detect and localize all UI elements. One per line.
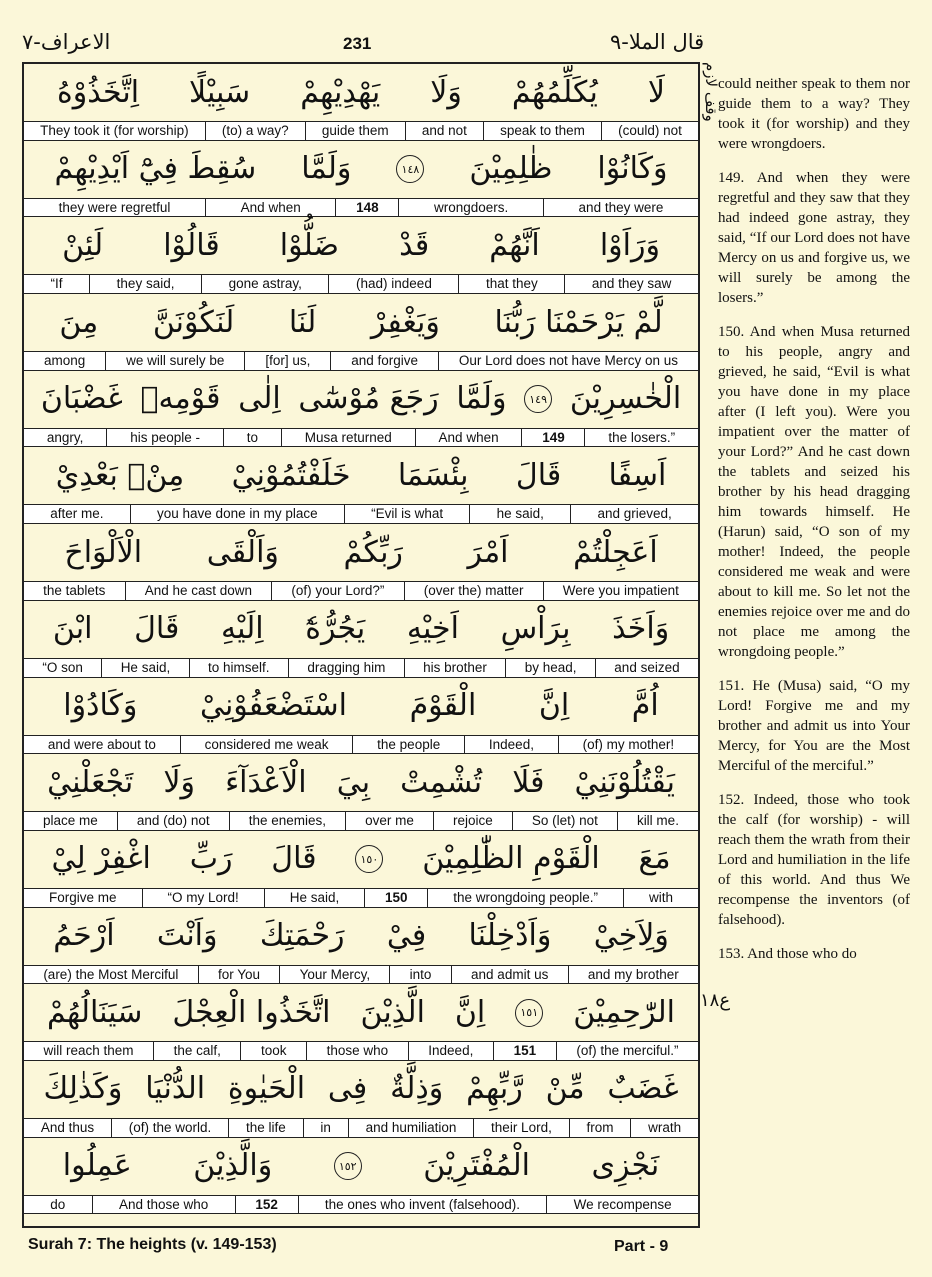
verse-number-marker: ١٤٩ xyxy=(524,385,552,413)
english-gloss-line xyxy=(24,198,698,218)
gloss-cell: (of) the merciful.” xyxy=(556,1042,698,1060)
arabic-word: اسْتَضْعَفُوْنِيْ xyxy=(199,688,347,723)
arabic-word: وَيَغْفِرْ xyxy=(370,304,440,340)
arabic-word: مِنَ xyxy=(59,304,99,340)
gloss-cell: to himself. xyxy=(189,659,288,677)
arabic-word: وَاَلْقَى xyxy=(206,534,279,570)
ruku-mark: ع١٨ xyxy=(700,990,731,1011)
english-gloss-line xyxy=(24,274,698,294)
verse-number: 148 xyxy=(335,199,398,217)
arabic-word: وَرَاَوْا xyxy=(599,227,660,263)
gloss-cell: and not xyxy=(405,122,483,140)
english-gloss-line xyxy=(24,351,698,371)
gloss-cell: and they were xyxy=(543,199,698,217)
gloss-cell: and they saw xyxy=(564,275,698,293)
gloss-cell: we will surely be xyxy=(105,352,244,370)
arabic-word: نَجْزِى xyxy=(591,1148,660,1184)
gloss-cell: they said, xyxy=(89,275,201,293)
arabic-word: خَلَفْتُمُوْنِيْ xyxy=(231,457,351,493)
arabic-word: رَّبِّهِمْ xyxy=(466,1071,523,1107)
gloss-cell: and forgive xyxy=(330,352,438,370)
gloss-cell: their Lord, xyxy=(473,1119,568,1137)
gloss-cell: they were regretful xyxy=(58,199,171,215)
arabic-word: رَحْمَتِكَ xyxy=(259,918,345,954)
gloss-cell: in xyxy=(303,1119,348,1137)
gloss-cell: [for] us, xyxy=(244,352,330,370)
gloss-cell: dragging him xyxy=(288,659,404,677)
gloss-cell: (are) the Most Merciful xyxy=(43,966,179,982)
english-gloss-line xyxy=(24,735,698,755)
arabic-word: الَّذِيْنَ xyxy=(360,994,425,1030)
arabic-word: لَا xyxy=(647,74,665,110)
arabic-word: يَجُرُّهٗٓ xyxy=(305,611,366,647)
gloss-cell: And those who xyxy=(92,1196,235,1214)
arabic-word: الدُّنْيَا xyxy=(145,1071,206,1107)
gloss-cell: Indeed, xyxy=(408,1042,493,1060)
english-gloss-line xyxy=(24,888,698,908)
gloss-cell: Musa returned xyxy=(281,429,415,447)
arabic-line xyxy=(24,294,698,351)
gloss-cell: (of) your Lord?” xyxy=(271,582,403,600)
arabic-line xyxy=(24,64,698,121)
gloss-cell: And thus xyxy=(40,1119,95,1135)
verse-number-marker: ١٤٨ xyxy=(396,155,424,183)
arabic-word: اِنَّ xyxy=(538,688,570,723)
gloss-cell: that they xyxy=(458,275,564,293)
arabic-word: اتَّخَذُوا الْعِجْلَ xyxy=(172,994,331,1030)
arabic-word: سَيَنَالُهُمْ xyxy=(47,994,143,1030)
gloss-cell: into xyxy=(389,966,450,984)
arabic-word: الرّٰحِمِيْنَ xyxy=(573,994,676,1030)
arabic-word: وَكَانُوْا xyxy=(597,151,668,187)
gloss-cell: (could) not xyxy=(601,122,698,140)
arabic-word: وَاَدْخِلْنَا xyxy=(468,918,552,954)
translation-paragraph: 153. And those who do xyxy=(718,946,857,962)
footer-part: Part - 9 xyxy=(614,1238,669,1255)
gloss-cell: the losers.” xyxy=(584,429,698,447)
arabic-word: سَبِيْلًا xyxy=(189,74,251,110)
gloss-cell: “O son xyxy=(42,659,83,675)
gloss-cell: he said, xyxy=(469,505,570,523)
gloss-cell: rejoice xyxy=(433,812,512,830)
arabic-word: مِنْۢ بَعْدِيْ xyxy=(55,457,185,493)
arabic-word: قَالُوْا xyxy=(163,227,220,263)
english-gloss-line xyxy=(24,504,698,524)
translation-column xyxy=(718,74,910,964)
gloss-cell: considered me weak xyxy=(180,736,353,754)
verse-number-marker: ١٥١ xyxy=(515,999,543,1027)
arabic-word: رَجَعَ مُوْسٰٓى xyxy=(298,381,439,417)
gloss-cell: wrongdoers. xyxy=(398,199,543,217)
arabic-line xyxy=(24,447,698,504)
arabic-word: قَالَ xyxy=(515,457,562,493)
gloss-cell: the enemies, xyxy=(229,812,345,830)
gloss-cell: and (do) not xyxy=(117,812,229,830)
footer-surah: Surah 7: The heights (v. 149-153) xyxy=(28,1236,277,1253)
gloss-cell: and grieved, xyxy=(570,505,698,523)
gloss-cell: He said, xyxy=(101,659,188,677)
arabic-line xyxy=(24,831,698,888)
gloss-cell: place me xyxy=(42,813,98,829)
english-gloss-line xyxy=(24,428,698,448)
arabic-word: وَلَمَّا xyxy=(301,151,352,187)
gloss-cell: (of) my mother! xyxy=(558,736,698,754)
english-gloss-line xyxy=(24,581,698,601)
arabic-line xyxy=(24,984,698,1041)
gloss-cell: angry, xyxy=(46,429,84,445)
arabic-word: غَضَبٌ xyxy=(607,1071,679,1107)
arabic-word: تُشْمِتْ xyxy=(400,764,483,800)
arabic-word: اِلٰى xyxy=(238,381,281,417)
gloss-cell: And when xyxy=(415,429,522,447)
arabic-word: يَهْدِيْهِمْ xyxy=(300,74,381,110)
gloss-cell: by head, xyxy=(505,659,595,677)
arabic-word: وَالَّذِيْنَ xyxy=(193,1148,273,1184)
arabic-word: اَسِفًا xyxy=(608,457,667,493)
translation-paragraph: 150. And when Musa returned to his people, angry and grieved, he said, “Evil is what you have done in my place after (I left you). Were you impatient over the matter of your Lord?” And he cast down the tablets and seized his brother by his head dragging him towards himself. He (Harun) said, “O son of my mother! Indeed, the people considered me weak and were about to kill me. So let not the enemies rejoice over me and do not place me among the wrongdoing people.” xyxy=(718,324,910,660)
gloss-cell: So (let) not xyxy=(512,812,617,830)
english-gloss-line xyxy=(24,811,698,831)
verse-number: 151 xyxy=(493,1042,556,1060)
gloss-cell: after me. xyxy=(50,506,104,522)
arabic-word: وَلَمَّا xyxy=(456,381,507,417)
verse-number: 150 xyxy=(364,889,427,907)
gloss-cell: the life xyxy=(228,1119,302,1137)
arabic-word: قَوْمِهٖ xyxy=(140,381,221,417)
gloss-cell: those who xyxy=(306,1042,408,1060)
gloss-cell: with xyxy=(623,889,698,907)
translation-paragraph: 152. Indeed, those who took the calf (for worship) - will reach them the wrath from their Lord and humiliation in the life of this world. And thus We recompense the inventors (of falsehood). xyxy=(718,792,910,928)
arabic-word: قَالَ xyxy=(134,611,180,647)
gloss-cell: the wrongdoing people.” xyxy=(427,889,623,907)
arabic-line xyxy=(24,1138,698,1195)
arabic-word: وَكَادُوْا xyxy=(63,688,138,723)
arabic-word: بِئْسَمَا xyxy=(397,457,469,493)
arabic-word: يَقْتُلُوْنَنِيْ xyxy=(574,764,675,800)
arabic-word: اِلَيْهِ xyxy=(220,611,264,647)
gloss-cell: guide them xyxy=(305,122,405,140)
arabic-word: وَلِاَخِيْ xyxy=(593,918,669,954)
gloss-cell: and admit us xyxy=(451,966,568,984)
gloss-cell: And he cast down xyxy=(125,582,272,600)
arabic-word: اِتَّخَذُوْهُ xyxy=(57,74,140,110)
translation-paragraph: 149. And when they were regretful and they saw that they had indeed gone astray, they said, “If our Lord does not have Mercy on us and forgive us, we will surely be among the losers.” xyxy=(718,170,910,306)
arabic-word: فِيْ xyxy=(386,918,427,954)
arabic-word: الْخٰسِرِيْنَ xyxy=(569,381,682,417)
arabic-word: سُقِطَ فِيْٓ اَيْدِيْهِمْ xyxy=(54,151,257,187)
gloss-cell: They took it (for worship) xyxy=(40,123,189,138)
arabic-word: مِّنْ xyxy=(545,1071,585,1107)
english-gloss-line xyxy=(24,1118,698,1138)
arabic-word: اَمْرَ xyxy=(467,534,509,570)
gloss-cell: Our Lord does not have Mercy on us xyxy=(438,352,698,370)
arabic-word: لَنَا xyxy=(288,304,317,340)
gloss-cell: do xyxy=(50,1196,66,1212)
gloss-cell: We recompense xyxy=(546,1196,698,1214)
gloss-cell: for You xyxy=(198,966,280,984)
arabic-word: فَلَا xyxy=(512,764,545,800)
arabic-word: اَخِيْهِ xyxy=(406,611,459,647)
arabic-word: غَضْبَانَ xyxy=(40,381,123,417)
arabic-line xyxy=(24,678,698,735)
arabic-word: الْاَلْوَاحَ xyxy=(64,534,143,570)
arabic-word: رَبِّ xyxy=(189,841,233,877)
arabic-word: لَّمْ يَرْحَمْنَا رَبُّنَا xyxy=(494,304,663,340)
arabic-line xyxy=(24,1061,698,1118)
arabic-word: يُكَلِّمُهُمْ xyxy=(511,74,598,110)
word-by-word-panel xyxy=(22,62,700,1228)
gloss-cell: speak to them xyxy=(483,122,601,140)
verse-number: 152 xyxy=(235,1196,298,1214)
gloss-cell: Your Mercy, xyxy=(279,966,389,984)
verse-number-marker: ١٥٠ xyxy=(355,845,383,873)
gloss-cell: (over the) matter xyxy=(404,582,543,600)
arabic-word: وَاَنْتَ xyxy=(156,918,218,954)
arabic-word: اَنَّهُمْ xyxy=(489,227,540,263)
arabic-line xyxy=(24,908,698,965)
arabic-word: ضَلُّوْا xyxy=(279,227,340,263)
arabic-line xyxy=(24,371,698,428)
gloss-cell: from xyxy=(569,1119,631,1137)
arabic-word: قَدْ xyxy=(399,227,430,263)
english-gloss-line xyxy=(24,121,698,141)
surah-header: الاعراف-٧ xyxy=(22,30,111,54)
gloss-cell: (of) the world. xyxy=(111,1119,228,1137)
gloss-cell: took xyxy=(240,1042,306,1060)
english-gloss-line xyxy=(24,1195,698,1215)
arabic-word: رَبِّكُمْ xyxy=(343,534,403,570)
gloss-cell: Forgive me xyxy=(49,889,117,905)
arabic-word: وَذِلَّةٌ xyxy=(390,1071,444,1107)
arabic-word: ظٰلِمِيْنَ xyxy=(469,151,553,187)
arabic-word: اَرْحَمُ xyxy=(53,918,115,954)
gloss-cell: to xyxy=(223,429,281,447)
juz-header: قال الملا-٩ xyxy=(610,30,705,54)
gloss-cell: “O my Lord! xyxy=(142,889,264,907)
arabic-line xyxy=(24,141,698,198)
gloss-cell: “Evil is what xyxy=(344,505,470,523)
gloss-cell: will reach them xyxy=(43,1043,134,1059)
arabic-word: عَمِلُوا xyxy=(62,1148,132,1184)
arabic-line xyxy=(24,601,698,658)
arabic-word: اُمَّ xyxy=(631,688,659,723)
gloss-cell: and humiliation xyxy=(348,1119,473,1137)
arabic-word: لَئِنْ xyxy=(62,227,104,263)
arabic-word: تَجْعَلْنِيْ xyxy=(47,764,134,800)
gloss-cell: the calf, xyxy=(153,1042,240,1060)
page-number: 231 xyxy=(343,34,372,53)
gloss-cell: and seized xyxy=(595,659,698,677)
arabic-word: الْمُفْتَرِيْنَ xyxy=(423,1148,530,1184)
arabic-word: الْاَعْدَآءَ xyxy=(225,764,307,800)
arabic-word: فِى xyxy=(327,1071,368,1107)
arabic-word: وَكَذٰلِكَ xyxy=(43,1071,123,1107)
gloss-cell: and were about to xyxy=(47,736,156,752)
arabic-word: وَلَا xyxy=(163,764,195,800)
arabic-line xyxy=(24,217,698,274)
arabic-word: الْقَوْمِ الظّٰلِمِيْنَ xyxy=(422,841,600,877)
gloss-cell: the tablets xyxy=(43,583,106,599)
arabic-word: ابْنَ xyxy=(52,611,93,647)
arabic-word: اَعَجِلْتُمْ xyxy=(573,534,658,570)
gloss-cell: his brother xyxy=(404,659,506,677)
gloss-cell: gone astray, xyxy=(201,275,328,293)
arabic-word: اِنَّ xyxy=(454,994,486,1030)
translation-paragraph: 151. He (Musa) said, “O my Lord! Forgive me and my brother and admit us into Your Mercy, for You are the Most Merciful of the merciful.” xyxy=(718,678,910,774)
arabic-word: اغْفِرْ لِيْ xyxy=(51,841,151,877)
arabic-word: بِيَ xyxy=(336,764,371,800)
english-gloss-line xyxy=(24,658,698,678)
gloss-cell: Were you impatient xyxy=(543,582,698,600)
english-gloss-line xyxy=(24,1041,698,1061)
gloss-cell: Indeed, xyxy=(464,736,558,754)
gloss-cell: among xyxy=(43,353,86,369)
arabic-line xyxy=(24,524,698,581)
arabic-word: بِرَاْسِ xyxy=(500,611,571,647)
gloss-cell: you have done in my place xyxy=(130,505,344,523)
verse-number-marker: ١٥٢ xyxy=(334,1152,362,1180)
gloss-cell: (had) indeed xyxy=(328,275,458,293)
gloss-cell: “If xyxy=(50,276,63,292)
arabic-word: الْحَيٰوةِ xyxy=(227,1071,306,1107)
gloss-cell: (to) a way? xyxy=(205,122,305,140)
gloss-cell: wrath xyxy=(630,1119,698,1137)
arabic-word: الْقَوْمَ xyxy=(409,688,477,723)
translation-paragraph: could neither speak to them nor guide them to a way? They took it (for worship) and they were wrongdoers. xyxy=(718,76,910,152)
arabic-line xyxy=(24,754,698,811)
arabic-word: وَلَا xyxy=(430,74,462,110)
arabic-word: قَالَ xyxy=(271,841,317,877)
gloss-cell: He said, xyxy=(264,889,364,907)
gloss-cell: the people xyxy=(352,736,464,754)
arabic-word: وَاَخَذَ xyxy=(612,611,670,647)
gloss-cell: And when xyxy=(205,199,335,217)
gloss-cell: kill me. xyxy=(617,812,698,830)
arabic-word: لَنَكُوْنَنَّ xyxy=(152,304,235,340)
gloss-cell: and my brother xyxy=(568,966,698,984)
gloss-cell: the ones who invent (falsehood). xyxy=(298,1196,547,1214)
gloss-cell: over me xyxy=(345,812,433,830)
verse-number: 149 xyxy=(521,429,584,447)
waqf-mark: وقف لازم xyxy=(702,62,720,122)
english-gloss-line xyxy=(24,965,698,985)
arabic-word: مَعَ xyxy=(638,841,671,877)
gloss-cell: his people - xyxy=(106,429,223,447)
